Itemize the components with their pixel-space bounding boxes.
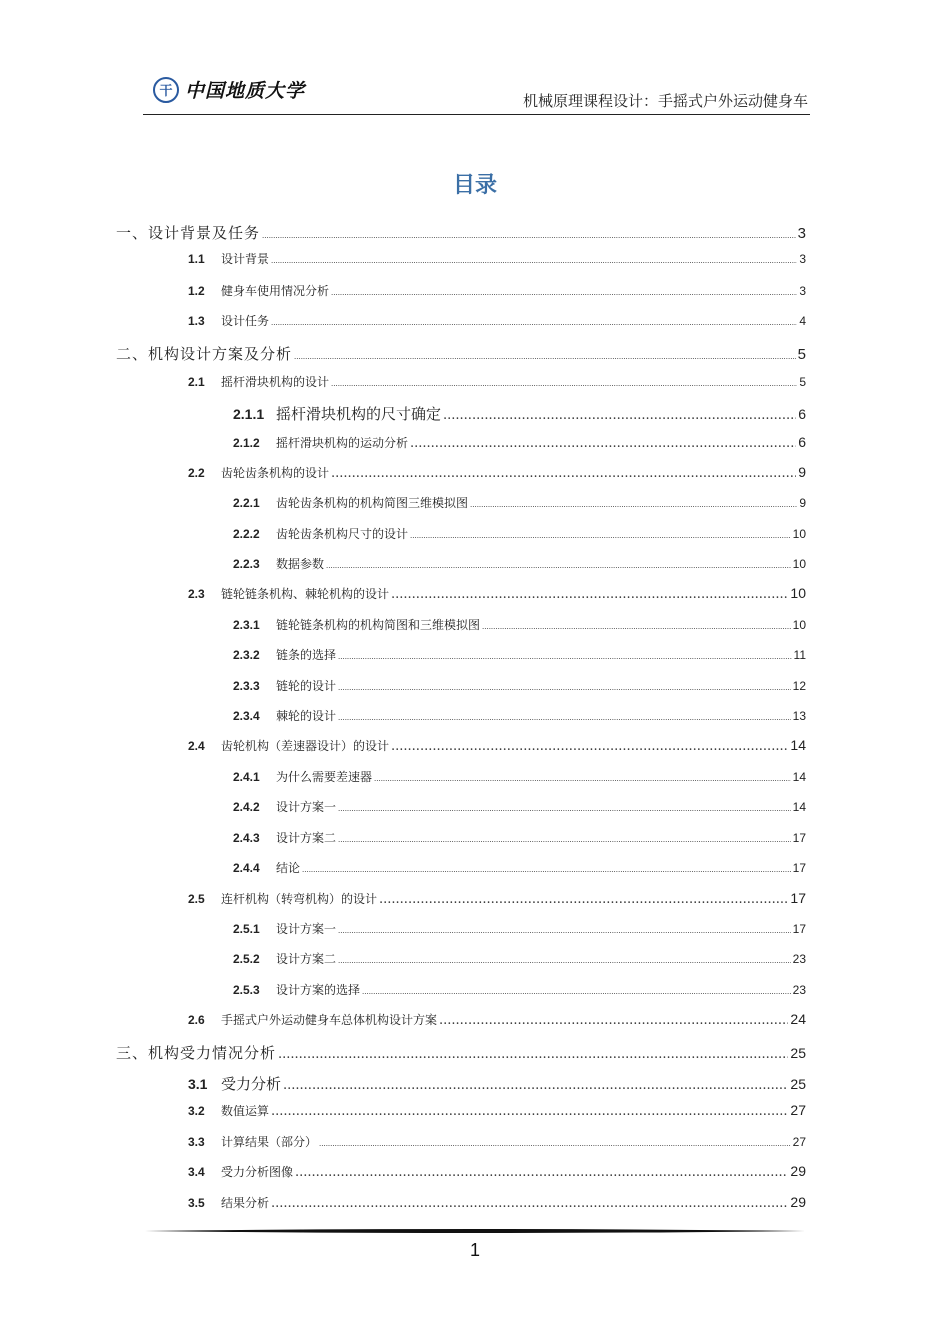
toc-entry-number: 3.2 [188,1104,205,1118]
toc-entry-number: 2.2 [188,466,205,480]
toc-entry-number: 3.5 [188,1196,205,1210]
toc-entry[interactable] [233,646,806,663]
toc-title: 目录 [452,173,497,198]
toc-dot-leader [331,289,797,297]
toc-entry-page: 14 [792,800,806,814]
toc-entry-label: 设计方案的选择 [276,983,361,997]
toc-entry[interactable] [116,343,806,364]
toc-dot-leader [262,232,796,240]
toc-dot-leader [331,466,796,481]
toc-entry-page: 9 [799,496,806,510]
toc-entry-label: 链轮的设计 [276,679,337,693]
toc-entry-label: 链轮链条机构、棘轮机构的设计 [221,587,390,601]
university-name: 中国地质大学 [185,80,306,102]
toc-entry-label: 摇杆滑块机构的运动分析 [276,436,409,450]
toc-entry-page: 17 [792,922,806,936]
toc-dot-leader [271,319,797,327]
university-seal-icon: 干 [153,77,179,103]
toc-entry-number: 2.2.2 [233,527,260,541]
toc-dot-leader [338,836,791,844]
toc-entry-number: 2.4.1 [233,770,260,784]
toc-entry[interactable] [188,250,806,267]
toc-entry-page: 12 [792,679,806,693]
footer-divider [145,1227,805,1235]
toc-entry[interactable] [188,312,806,329]
toc-entry-page: 5 [799,375,806,389]
toc-entry-number: 2.5 [188,892,205,906]
toc-entry[interactable] [188,1073,806,1094]
toc-entry[interactable] [233,555,806,572]
toc-entry-page: 6 [798,434,806,450]
toc-entry-number: 2.3.2 [233,648,260,662]
toc-dot-leader [278,1047,788,1062]
toc-entry[interactable] [116,222,806,243]
toc-entry-number: 2.4.2 [233,800,260,814]
toc-entry-number: 2.3.4 [233,709,260,723]
toc-entry-number: 2.2.1 [233,496,260,510]
toc-dot-leader [271,257,797,265]
toc-entry-label: 为什么需要差速器 [276,770,373,784]
toc-entry[interactable] [188,1133,806,1150]
toc-entry[interactable] [233,494,806,511]
toc-entry-number: 2.2.3 [233,557,260,571]
toc-dot-leader [391,739,788,754]
toc-entry-label: 齿轮齿条机构的机构简图三维模拟图 [276,496,469,510]
toc-entry-page: 25 [790,1076,806,1092]
toc-entry-page: 10 [792,527,806,541]
toc-dot-leader [379,892,788,907]
toc-entry[interactable] [233,859,806,876]
toc-entry[interactable] [188,1194,806,1211]
toc-dot-leader [410,532,791,540]
toc-dot-leader [338,957,791,965]
toc-entry[interactable] [188,373,806,390]
toc-entry[interactable] [116,1042,806,1063]
toc-entry-page: 13 [792,709,806,723]
toc-entry-label: 二、机构设计方案及分析 [116,345,293,363]
toc-entry-label: 设计方案一 [276,922,337,936]
toc-entry-page: 17 [792,831,806,845]
toc-entry-number: 2.1.2 [233,436,260,450]
toc-dot-leader [470,501,797,509]
toc-entry[interactable] [233,707,806,724]
toc-dot-leader [391,587,788,602]
toc-entry-label: 棘轮的设计 [276,709,337,723]
toc-dot-leader [439,1013,788,1028]
toc-entry-label: 设计背景 [221,252,270,266]
toc-entry[interactable] [188,585,806,602]
toc-entry-label: 一、设计背景及任务 [116,224,261,242]
toc-dot-leader [362,988,791,996]
toc-entry-number: 2.4 [188,739,205,753]
toc-entry[interactable] [233,798,806,815]
toc-entry-label: 设计方案二 [276,831,337,845]
toc-entry[interactable] [233,768,806,785]
toc-entry-number: 1.2 [188,284,205,298]
toc-entry-label: 设计任务 [221,314,270,328]
page-header [143,70,810,115]
toc-dot-leader [338,805,791,813]
toc-entry-page: 14 [792,770,806,784]
toc-dot-leader [331,380,797,388]
toc-entry-label: 设计方案一 [276,800,337,814]
toc-entry-page: 14 [790,737,806,753]
toc-dot-leader [338,684,791,692]
toc-dot-leader [374,775,791,783]
toc-dot-leader [443,408,796,423]
toc-dot-leader [326,562,791,570]
toc-entry-number: 2.3.3 [233,679,260,693]
toc-entry-label: 设计方案二 [276,952,337,966]
toc-entry-label: 链条的选择 [276,648,337,662]
toc-entry-page: 4 [799,314,806,328]
toc-entry-number: 2.1.1 [233,406,265,422]
toc-entry-page: 17 [790,890,806,906]
toc-entry-label: 计算结果（部分） [221,1135,318,1149]
toc-dot-leader [302,866,791,874]
university-logo [153,76,305,103]
toc-entry-label: 受力分析图像 [221,1165,294,1179]
toc-entry-number: 2.4.3 [233,831,260,845]
toc-dot-leader [294,353,796,361]
toc-entry-label: 齿轮齿条机构尺寸的设计 [276,527,409,541]
toc-dot-leader [410,436,796,451]
toc-entry-label: 结果分析 [221,1196,270,1210]
toc-dot-leader [271,1196,788,1211]
toc-entry-label: 链轮链条机构的机构简图和三维模拟图 [276,618,481,632]
toc-entry[interactable] [233,920,806,937]
toc-dot-leader [283,1078,788,1093]
toc-entry[interactable] [188,464,806,481]
toc-entry-page: 23 [792,983,806,997]
toc-entry-page: 11 [793,648,806,662]
toc-entry-label: 受力分析 [221,1075,282,1093]
toc-entry-number: 2.3 [188,587,205,601]
toc-dot-leader [338,927,791,935]
toc-entry[interactable] [233,434,806,451]
toc-entry[interactable] [233,829,806,846]
toc-entry[interactable] [233,677,806,694]
toc-entry-page: 9 [798,464,806,480]
toc-entry-page: 24 [790,1011,806,1027]
toc-entry-page: 10 [792,618,806,632]
toc-entry-label: 健身车使用情况分析 [221,284,330,298]
toc-entry-number: 1.3 [188,314,205,328]
toc-entry-label: 连杆机构（转弯机构）的设计 [221,892,378,906]
toc-entry-number: 2.5.3 [233,983,260,997]
toc-entry-number: 1.1 [188,252,205,266]
toc-entry-page: 29 [790,1163,806,1179]
toc-entry-number: 2.4.4 [233,861,260,875]
toc-entry-page: 3 [799,284,806,298]
toc-entry-page: 27 [792,1135,806,1149]
toc-entry-number: 2.1 [188,375,205,389]
toc-entry-page: 23 [792,952,806,966]
toc-entry-page: 10 [792,557,806,571]
toc-entry-number: 2.3.1 [233,618,260,632]
toc-entry-label: 齿轮机构（差速器设计）的设计 [221,739,390,753]
toc-entry-number: 3.1 [188,1076,208,1092]
toc-entry-number: 2.5.1 [233,922,260,936]
toc-entry-label: 数值运算 [221,1104,270,1118]
toc-dot-leader [338,653,792,661]
toc-entry[interactable] [233,525,806,542]
toc-dot-leader [338,714,791,722]
toc-entry[interactable] [188,1163,806,1180]
toc-dot-leader [295,1165,788,1180]
toc-entry-number: 2.5.2 [233,952,260,966]
toc-entry[interactable] [188,1102,806,1119]
toc-entry-page: 3 [799,252,806,266]
toc-entry-page: 27 [790,1102,806,1118]
toc-entry-label: 齿轮齿条机构的设计 [221,466,330,480]
toc-entry-number: 2.6 [188,1013,205,1027]
toc-entry[interactable] [188,282,806,299]
toc-entry-page: 5 [797,346,806,363]
toc-entry-page: 3 [797,225,806,242]
toc-entry-number: 3.4 [188,1165,205,1179]
toc-dot-leader [271,1104,788,1119]
toc-entry-number: 3.3 [188,1135,205,1149]
toc-entry[interactable] [188,1011,806,1028]
toc-dot-leader [319,1140,791,1148]
toc-entry-label: 摇杆滑块机构的尺寸确定 [276,405,442,423]
toc-entry[interactable] [188,890,806,907]
toc-entry-label: 手摇式户外运动健身车总体机构设计方案 [221,1013,438,1027]
toc-entry[interactable] [233,981,806,998]
toc-entry-label: 数据参数 [276,557,325,571]
toc-dot-leader [482,623,791,631]
toc-entry-label: 摇杆滑块机构的设计 [221,375,330,389]
toc-entry[interactable] [233,616,806,633]
toc-entry-page: 25 [790,1045,806,1061]
toc-entry[interactable] [188,737,806,754]
toc-entry[interactable] [233,950,806,967]
header-document-title: 机械原理课程设计：手摇式户外运动健身车 [522,92,808,110]
toc-entry-page: 29 [790,1194,806,1210]
toc-entry-page: 6 [798,406,806,422]
toc-entry-label: 结论 [276,861,301,875]
page-number: 1 [469,1240,480,1260]
toc-entry-page: 17 [792,861,806,875]
toc-entry[interactable] [233,403,806,424]
toc-entry-label: 三、机构受力情况分析 [116,1044,277,1062]
toc-entry-page: 10 [790,585,806,601]
